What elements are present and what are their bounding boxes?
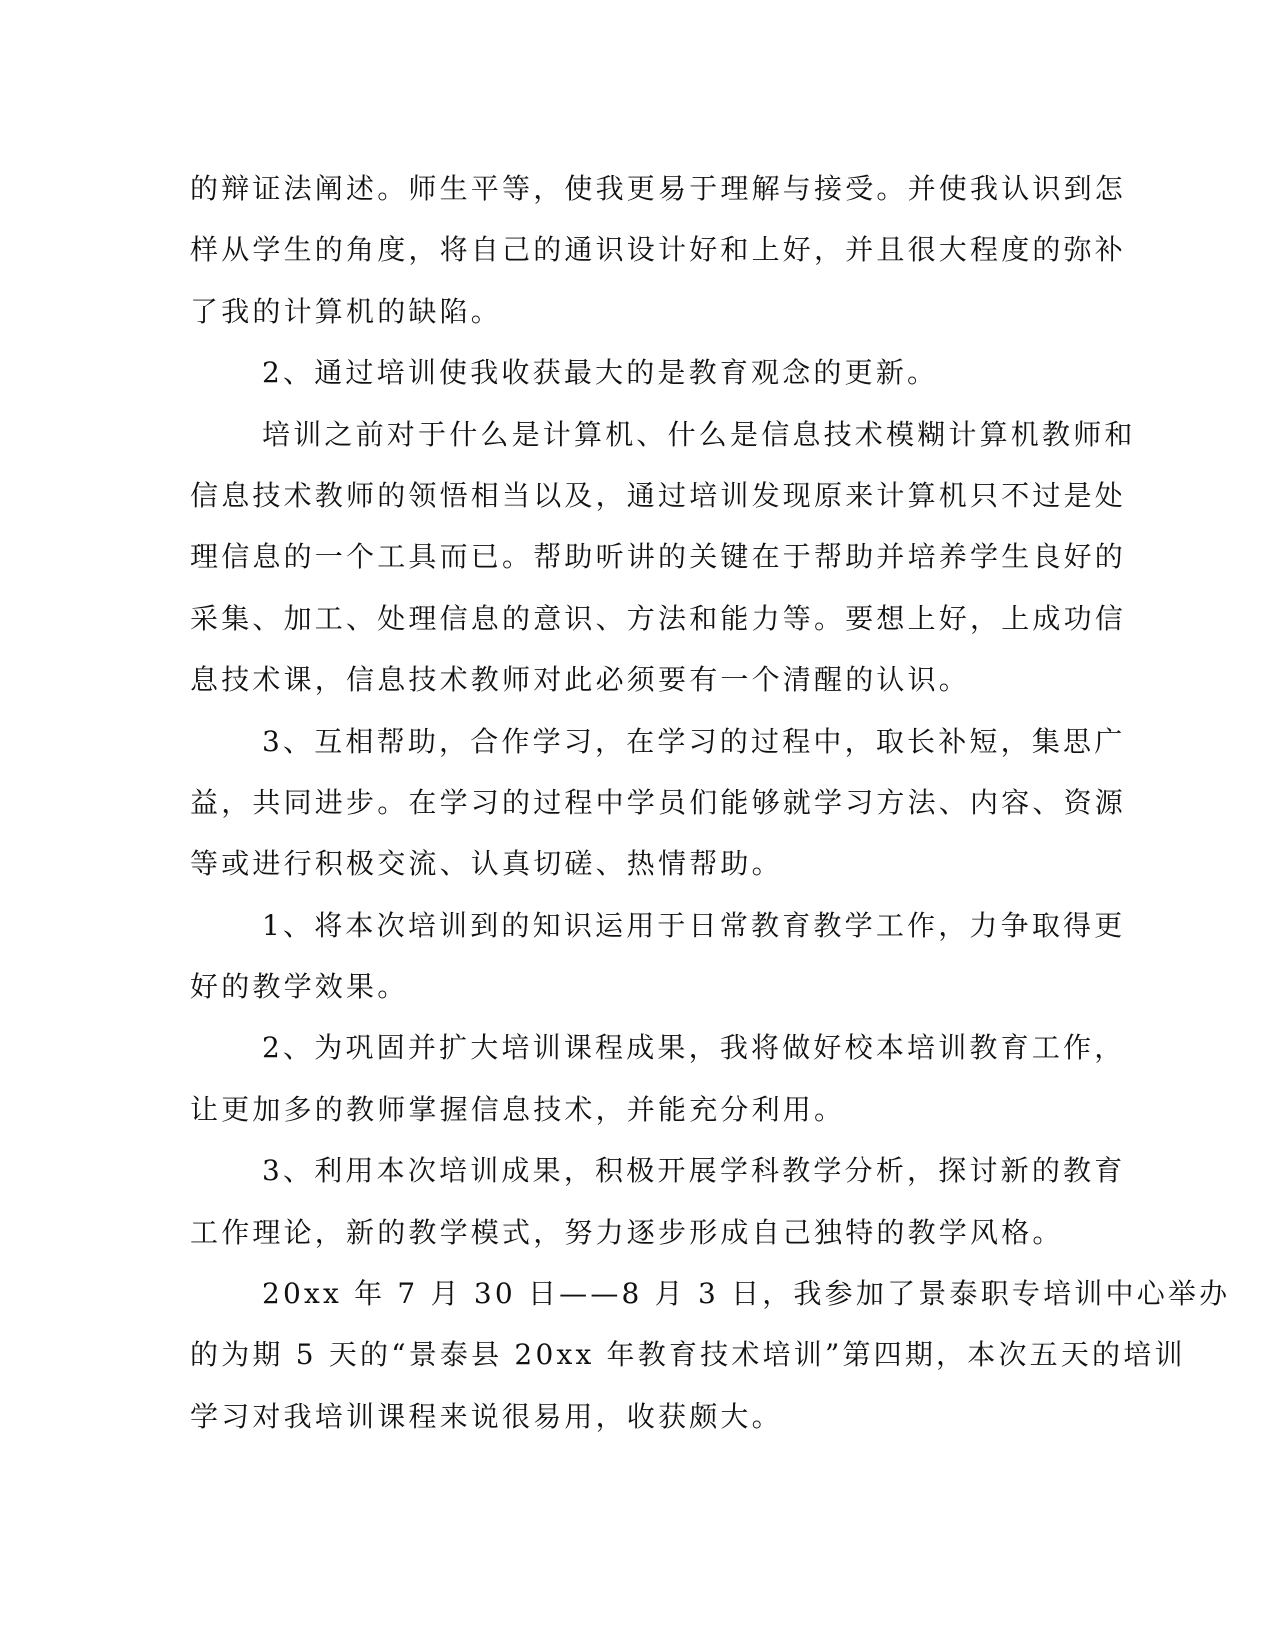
text-line: 3、互相帮助，合作学习，在学习的过程中，取长补短，集思广 [262, 724, 1126, 758]
text-line: 采集、加工、处理信息的意识、方法和能力等。要想上好，上成功信 [190, 601, 1127, 635]
document-body [190, 158, 1231, 1447]
text-line: 好的教学效果。 [190, 970, 409, 1004]
text-line: 1、将本次培训到的知识运用于日常教育教学工作，力争取得更 [262, 908, 1126, 942]
text-line: 益，共同进步。在学习的过程中学员们能够就学习方法、内容、资源 [190, 785, 1127, 819]
text-line: 3、利用本次培训成果，积极开展学科教学分析，探讨新的教育 [262, 1154, 1126, 1188]
text-line: 2、为巩固并扩大培训课程成果，我将做好校本培训教育工作， [262, 1031, 1126, 1065]
text-line: 20xx 年 7 月 30 日——8 月 3 日，我参加了景泰职专培训中心举办 [262, 1277, 1231, 1311]
text-line: 息技术课，信息技术教师对此必须要有一个清醒的认识。 [190, 663, 971, 697]
text-line: 信息技术教师的领悟相当以及，通过培训发现原来计算机只不过是处 [190, 478, 1127, 512]
text-line: 2、通过培训使我收获最大的是教育观念的更新。 [262, 356, 939, 390]
text-line: 学习对我培训课程来说很易用，收获颇大。 [190, 1399, 783, 1433]
text-line: 的为期 5 天的“景泰县 20xx 年教育技术培训”第四期，本次五天的培训 [190, 1338, 1186, 1372]
text-line: 理信息的一个工具而已。帮助听讲的关键在于帮助并培养学生良好的 [190, 540, 1127, 574]
text-line: 的辩证法阐述。师生平等，使我更易于理解与接受。并使我认识到怎 [190, 172, 1127, 205]
text-line: 了我的计算机的缺陷。 [190, 294, 503, 328]
text-line: 培训之前对于什么是计算机、什么是信息技术模糊计算机教师和 [262, 417, 1136, 451]
text-line: 等或进行积极交流、认真切磋、热情帮助。 [190, 847, 783, 881]
text-line: 工作理论，新的教学模式，努力逐步形成自己独特的教学风格。 [190, 1215, 1064, 1249]
text-line: 样从学生的角度，将自己的通识设计好和上好，并且很大程度的弥补 [190, 233, 1127, 267]
text-line: 让更加多的教师掌握信息技术，并能充分利用。 [190, 1092, 846, 1126]
